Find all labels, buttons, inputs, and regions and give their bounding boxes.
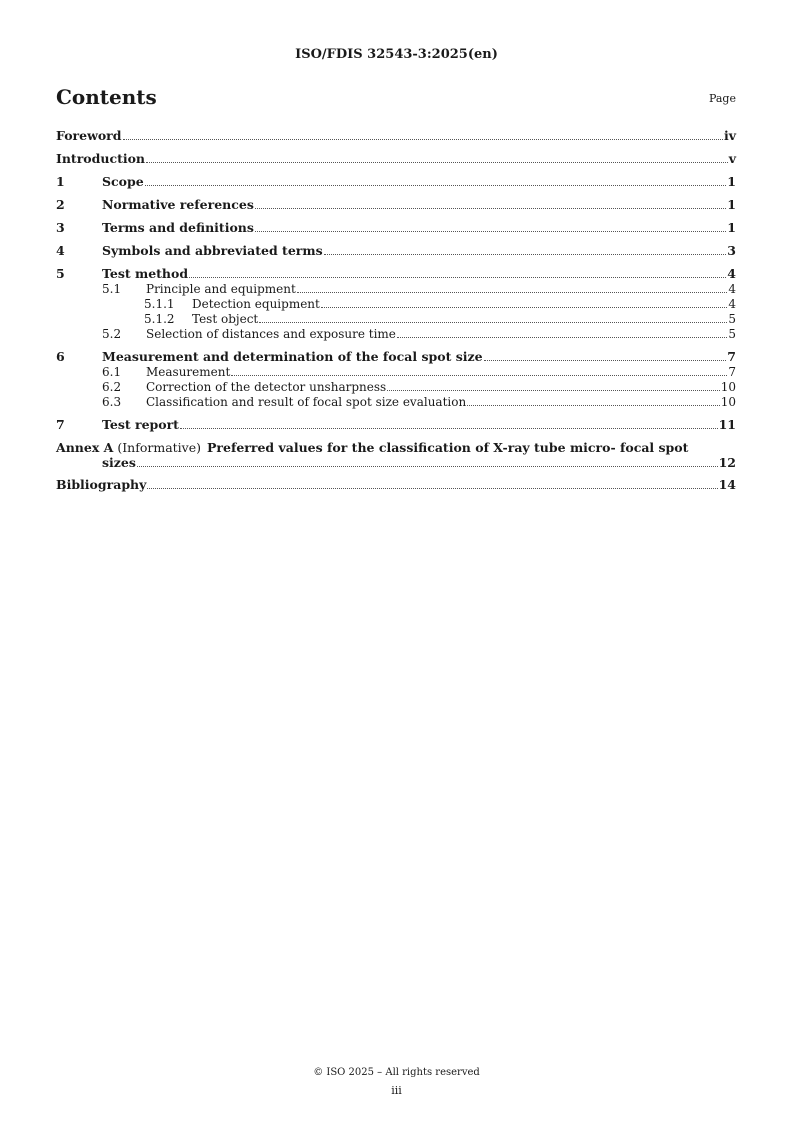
toc-entry-scope[interactable] (56, 174, 736, 190)
toc-entry-number: 2 (56, 197, 65, 212)
contents-title: Contents (56, 85, 157, 109)
toc-entry-number: 3 (56, 220, 65, 235)
toc-entry-measurement[interactable] (56, 365, 736, 380)
toc-entry-title: Foreword (56, 128, 122, 143)
toc-entry-title: Test method (102, 266, 189, 281)
leader-dots (189, 277, 726, 278)
leader-dots (123, 139, 723, 140)
leader-dots (255, 231, 726, 232)
toc-entry-title: Test object (192, 312, 259, 326)
leader-dots (324, 254, 727, 255)
toc-entry-title: Measurement and determination of the focal spot size (102, 349, 483, 364)
toc-entry-title: Test report (102, 417, 179, 432)
leader-dots (259, 322, 727, 323)
toc-entry-introduction[interactable] (56, 151, 736, 167)
toc-entry-page: 11 (718, 417, 736, 432)
toc-entry-page: 10 (720, 395, 736, 409)
toc-entry-number: 5 (56, 266, 65, 281)
toc-entry-title: Principle and equipment (146, 282, 296, 296)
toc-entry-page: 5 (728, 327, 736, 341)
leader-dots (297, 292, 728, 293)
toc-entry-title: Terms and definitions (102, 220, 254, 235)
toc-entry-number: 5.1.2 (144, 312, 175, 326)
toc-entry-number: 5.2 (102, 327, 122, 341)
toc-entry-detection-equipment[interactable] (56, 297, 736, 312)
toc-entry-title: Selection of distances and exposure time (146, 327, 396, 341)
leader-dots (147, 488, 717, 489)
toc-entry-page: 4 (728, 297, 736, 311)
leader-dots (180, 428, 718, 429)
toc-entry-classification-and-result[interactable] (56, 395, 736, 410)
leader-dots (255, 208, 726, 209)
toc-entry-page: 7 (728, 365, 736, 379)
toc-entry-page: 4 (727, 266, 736, 281)
toc-entry-principle-and-equipment[interactable] (56, 282, 736, 297)
leader-dots (484, 360, 727, 361)
toc-entry-title: Classification and result of focal spot size evaluation (146, 395, 467, 409)
toc-entry-number: 7 (56, 417, 65, 432)
leader-dots (467, 405, 720, 406)
annex-title-line-2: sizes (102, 455, 136, 470)
annex-type: (Informative) (117, 440, 201, 455)
toc-entry-page: 1 (727, 197, 736, 212)
page-column-label: Page (708, 92, 736, 105)
toc-entry-measurement-and-determination[interactable] (56, 349, 736, 365)
toc-entry-test-object[interactable] (56, 312, 736, 327)
toc-entry-page: 1 (727, 220, 736, 235)
table-of-contents (56, 128, 736, 493)
toc-entry-title: Bibliography (56, 477, 147, 492)
toc-entry-number: 6.3 (102, 395, 122, 409)
toc-entry-title: Introduction (56, 151, 146, 166)
toc-entry-page: 4 (728, 282, 736, 296)
toc-entry-number: 6 (56, 349, 65, 364)
toc-entry-bibliography[interactable] (56, 477, 736, 493)
page-number: iii (391, 1084, 402, 1097)
toc-entry-number: 5.1 (102, 282, 122, 296)
toc-entry-page: v (728, 151, 736, 166)
leader-dots (231, 375, 727, 376)
toc-entry-page: 7 (727, 349, 736, 364)
toc-entry-page: 3 (727, 243, 736, 258)
annex-id: Annex A (56, 440, 114, 455)
toc-entry-title: Normative references (102, 197, 254, 212)
toc-entry-test-method[interactable] (56, 266, 736, 282)
toc-entry-foreword[interactable] (56, 128, 736, 144)
toc-entry-page: 12 (718, 455, 736, 470)
toc-entry-number: 5.1.1 (144, 297, 175, 311)
annex-title-line-1: Preferred values for the classification of X-ray tube micro- focal spot (207, 440, 689, 455)
toc-entry-number: 6.2 (102, 380, 122, 394)
toc-entry-title: Correction of the detector unsharpness (146, 380, 387, 394)
annex-line-2 (56, 455, 736, 470)
toc-entry-page: 14 (718, 477, 736, 492)
toc-entry-title: Symbols and abbreviated terms (102, 243, 323, 258)
toc-entry-number: 1 (56, 174, 65, 189)
toc-entry-normative-references[interactable] (56, 197, 736, 213)
toc-entry-page: 1 (727, 174, 736, 189)
leader-dots (387, 390, 720, 391)
leader-dots (397, 337, 727, 338)
toc-entry-number: 4 (56, 243, 65, 258)
toc-entry-symbols[interactable] (56, 243, 736, 259)
leader-dots (137, 466, 718, 467)
toc-entry-title: Scope (102, 174, 144, 189)
document-id-header: ISO/FDIS 32543-3:2025(en) (295, 47, 498, 62)
toc-entry-title: Measurement (146, 365, 231, 379)
annex-line-1 (56, 440, 736, 455)
leader-dots (321, 307, 728, 308)
toc-entry-correction-of-detector-unsharpness[interactable] (56, 380, 736, 395)
leader-dots (146, 162, 728, 163)
toc-entry-page: 5 (728, 312, 736, 326)
toc-entry-page: 10 (720, 380, 736, 394)
toc-entry-test-report[interactable] (56, 417, 736, 433)
toc-entry-page: iv (723, 128, 736, 143)
toc-entry-number: 6.1 (102, 365, 122, 379)
toc-entry-selection-of-distances[interactable] (56, 327, 736, 342)
toc-entry-annex-a[interactable] (56, 440, 736, 470)
copyright-notice: © ISO 2025 – All rights reserved (313, 1067, 480, 1078)
toc-entry-terms-and-definitions[interactable] (56, 220, 736, 236)
leader-dots (145, 185, 727, 186)
toc-entry-title: Detection equipment (192, 297, 320, 311)
